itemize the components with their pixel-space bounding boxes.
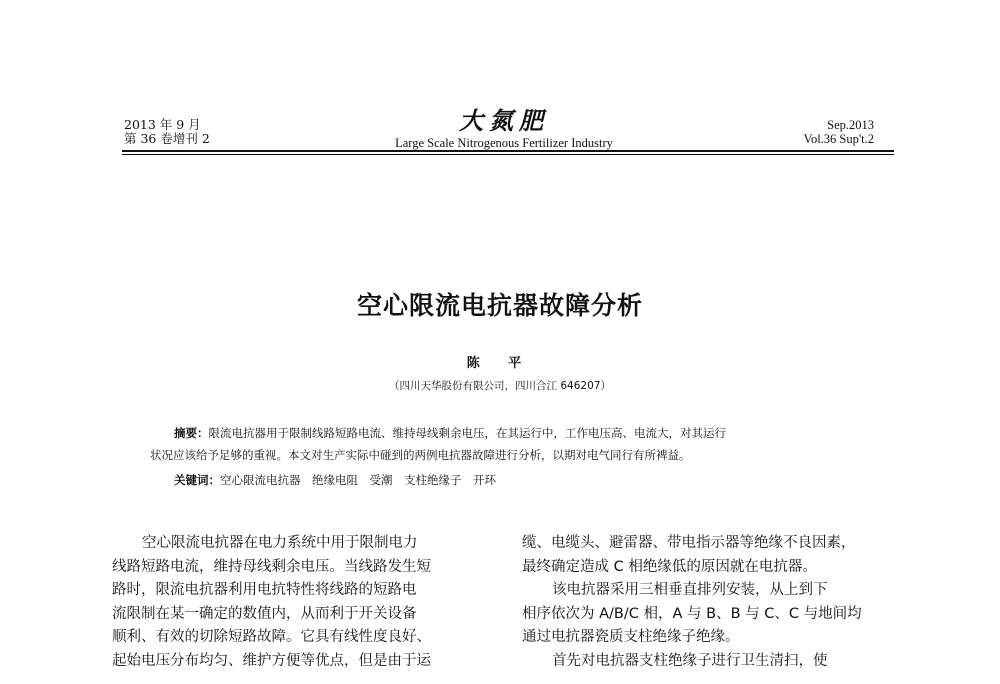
- abstract-line-1: [174, 425, 726, 441]
- author: 陈 平: [466, 356, 534, 371]
- body-line: 缆、电缆头、避雷器、带电指示器等绝缘不良因素，: [522, 535, 856, 551]
- affiliation: （四川天华股份有限公司，四川合江 646207）: [389, 380, 611, 392]
- body-line: 相序依次为 A/B/C 相，A 与 B、B 与 C、C 与地间均: [522, 605, 862, 622]
- body-line: 该电抗器采用三相垂直排列安装，从上到下: [552, 582, 828, 598]
- header-rule-thick: [122, 150, 894, 152]
- abstract-label: 摘要：: [174, 426, 209, 440]
- issue-volume: 第 36 卷增刊 2: [124, 131, 210, 146]
- body-column-left: [112, 532, 492, 673]
- body-line: 起始电压分布均匀、维护方便等优点，但是由于运: [112, 652, 431, 669]
- body-line: 最终确定造成 C 相绝缘低的原因就在电抗器。: [522, 558, 817, 575]
- body-line: 通过电抗器瓷质支柱绝缘子绝缘。: [522, 629, 740, 645]
- keywords-label: 关键词：: [174, 473, 220, 487]
- header-left: [124, 118, 210, 146]
- article-title: 空心限流电抗器故障分析: [356, 291, 643, 320]
- body-line: 线路短路电流，维持母线剩余电压。当线路发生短: [112, 558, 431, 575]
- abstract-text-1: 限流电抗器用于限制线路短路电流、维持母线剩余电压，在其运行中，工作电压高、电流大，对其运行: [208, 426, 726, 440]
- body-line: 流限制在某一确定的数值内，从而利于开关设备: [112, 605, 417, 622]
- body-column-right: [522, 532, 894, 673]
- journal-masthead: 大氮肥: [459, 106, 549, 135]
- issue-date-en: Sep.2013: [827, 118, 874, 132]
- journal-english-title: Large Scale Nitrogenous Fertilizer Industry: [395, 136, 613, 150]
- body-line: 空心限流电抗器在电力系统中用于限制电力: [142, 535, 418, 551]
- header-right: [804, 118, 874, 146]
- body-line: 路时，限流电抗器利用电抗特性将线路的短路电: [112, 582, 417, 598]
- issue-volume-en: Vol.36 Sup't.2: [803, 132, 874, 146]
- issue-date: 2013 年 9 月: [124, 117, 201, 132]
- body-line: 顺利、有效的切除短路故障。它具有线性度良好、: [112, 629, 431, 645]
- keywords-text: 空心限流电抗器 绝缘电阻 受潮 支柱绝缘子 开环: [220, 473, 496, 487]
- keywords-line: [174, 472, 496, 488]
- header-center: [376, 108, 632, 150]
- body-line: 首先对电抗器支柱绝缘子进行卫生清扫，使: [552, 652, 828, 669]
- header-rule-thin: [122, 154, 894, 155]
- abstract-line-2: 状况应该给予足够的重视。本文对生产实际中碰到的两例电抗器故障进行分析，以期对电气同行有所裨益。: [150, 448, 691, 462]
